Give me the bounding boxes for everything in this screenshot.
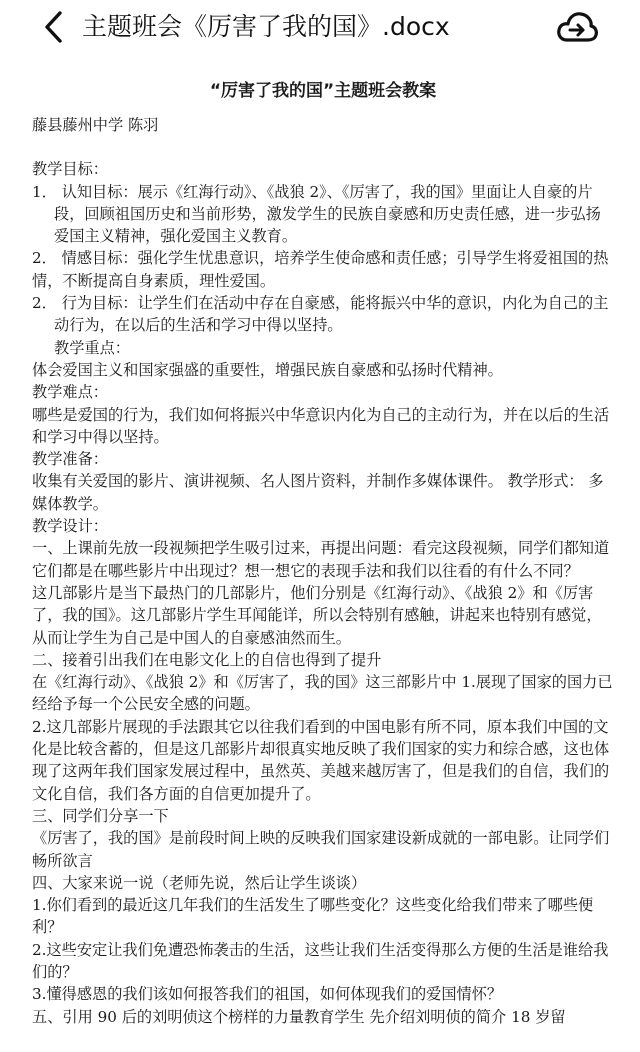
paragraph: 1． 认知目标：展示《红海行动》、《战狼 2》、《厉害了，我的国》里面让人自豪的片段，回顾祖国历史和当前形势，激发学生的民族自豪感和历史责任感，进一步弘扬爱国主义精神，强化爱国主义教育。 xyxy=(32,182,601,246)
paragraph: 一、上课前先放一段视频把学生吸引过来，再提出问题：看完这段视频，同学们都知道它们都是在哪些影片中出现过？想一想它的表现手法和我们以往看的有什么不同？ xyxy=(32,539,610,580)
paragraph: 四、大家来说一说（老师先说，然后让学生谈谈） xyxy=(32,873,367,892)
paragraph: 五、引用 90 后的刘明侦这个榜样的力量教育学生 先介绍刘明侦的简介 18 岁留 xyxy=(32,1007,566,1026)
paragraph: 3.懂得感恩的我们该如何报答我们的祖国，如何体现我们的爱国情怀？ xyxy=(32,985,503,1004)
paragraph: 哪些是爱国的行为，我们如何将振兴中华意识内化为自己的主动行为，并在以后的生活和学习中得以坚持。 xyxy=(32,405,610,446)
paragraph: 体会爱国主义和国家强盛的重要性，增强民族自豪感和弘扬时代精神。 xyxy=(32,360,503,379)
paragraph: 2． 行为目标：让学生们在活动中存在自豪感，能将振兴中华的意识，内化为自己的主动行为，在以后的生活和学习中得以坚持。 xyxy=(32,294,609,335)
paragraph: 2.这些安定让我们免遭恐怖袭击的生活，这些让我们生活变得那么方便的生活是谁给我们的？ xyxy=(32,940,609,981)
cloud-upload-icon xyxy=(555,8,599,48)
back-button[interactable] xyxy=(40,10,70,44)
paragraph: 教学重点： xyxy=(54,338,130,357)
paragraph: 三、同学们分享一下 xyxy=(32,806,169,825)
paragraph: 教学难点： xyxy=(32,383,108,402)
paragraph: 这几部影片是当下最热门的几部影片，他们分别是《红海行动》、《战狼 2》和《厉害了，我的国》。这几部影片学生耳闻能详，所以会特别有感触，讲起来也特别有感觉，从而让学生为自己是中国人的自豪感油然而生。 xyxy=(32,583,602,647)
paragraph: 2.这几部影片展现的手法跟其它以往我们看到的中国电影有所不同，原本我们中国的文化是比较含蓄的，但是这几部影片却很真实地反映了我们国家的实力和综合感，这也体现了这两年我们国家发展过程中，虽然英、美越来越厉害了，但是我们的自信，我们的文化自信，我们各方面的自信更加提升了。 xyxy=(32,717,610,803)
blank-line xyxy=(32,136,614,158)
document-file-name: 主题班会《厉害了我的国》.docx xyxy=(82,12,450,41)
paragraph: 在《红海行动》、《战狼 2》和《厉害了，我的国》这三部影片中 1.展现了国家的国力已经给予每一个公民安全感的问题。 xyxy=(32,673,613,714)
paragraph: 教学准备： xyxy=(32,450,108,469)
cloud-upload-button[interactable] xyxy=(555,8,599,48)
paragraph: 收集有关爱国的影片、演讲视频、名人图片资料，并制作多媒体课件。 教学形式： 多媒体教学。 xyxy=(32,472,604,513)
author-line: 藤县藤州中学 陈羽 xyxy=(32,116,159,134)
paragraph: 2． 情感目标：强化学生忧患意识，培养学生使命感和责任感；引导学生将爱祖国的热情，不断提高自身素质，理性爱国。 xyxy=(32,249,609,290)
paragraph: 1.你们看到的最近这几年我们的生活发生了哪些变化？这些变化给我们带来了哪些便利？ xyxy=(32,896,594,937)
chevron-left-icon xyxy=(40,10,70,44)
document-body xyxy=(32,56,614,1028)
paragraph: 教学目标： xyxy=(32,160,108,179)
paragraph: 二、接着引出我们在电影文化上的自信也得到了提升 xyxy=(32,650,382,669)
paragraph: 《厉害了，我的国》是前段时间上映的反映我们国家建设新成就的一部电影。让同学们畅所欲言 xyxy=(32,829,610,870)
paragraph: 教学设计： xyxy=(32,517,108,536)
document-title: “厉害了我的国”主题班会教案 xyxy=(209,81,437,101)
top-bar xyxy=(0,0,640,56)
